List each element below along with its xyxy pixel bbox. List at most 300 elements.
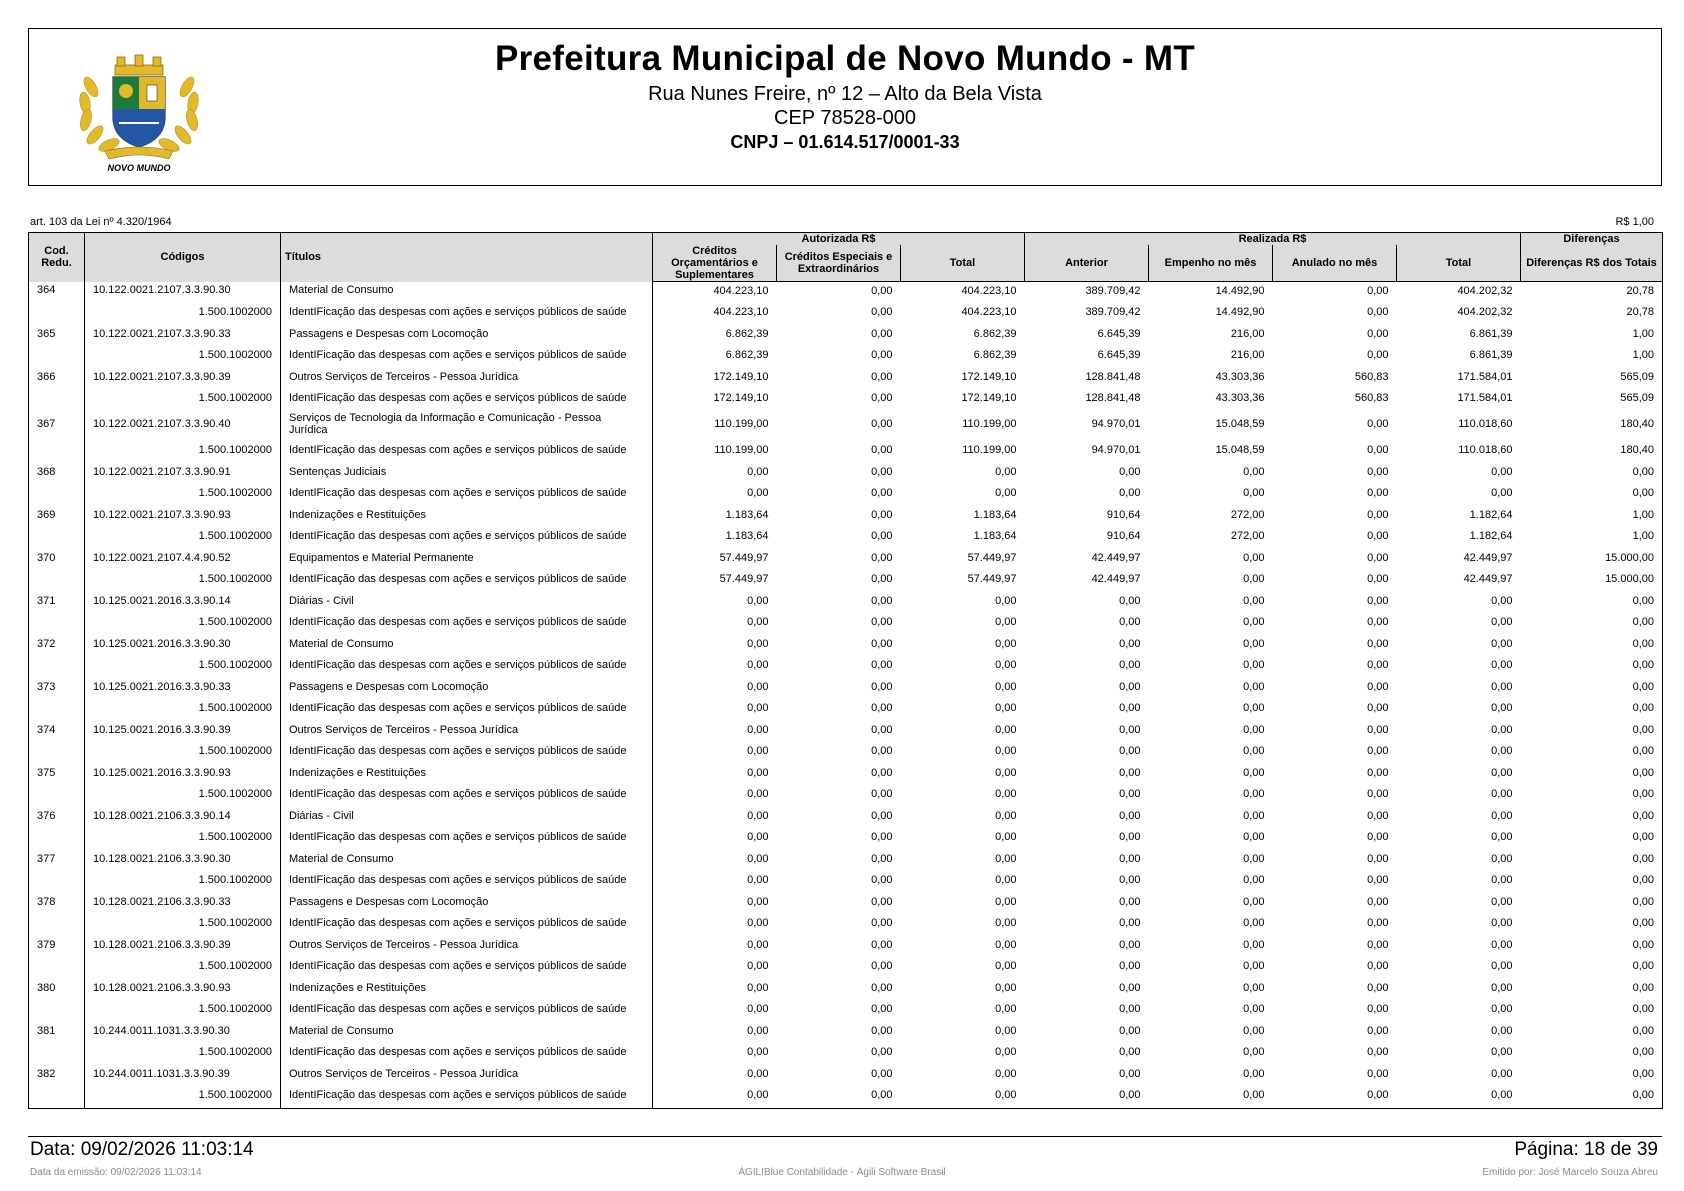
cell-anulado-mes: 0,00: [1367, 895, 1389, 908]
cell-empenho-mes: 0,00: [1243, 852, 1265, 865]
cell-titulo: IdentIFicação das despesas com ações e serviços públicos de saúde: [281, 867, 653, 893]
cell-total-realizada: 0,00: [1491, 702, 1513, 714]
cell-titulo: Material de Consumo: [281, 1022, 653, 1039]
cell-empenho-mes: 0,00: [1243, 745, 1265, 757]
cell-creditos-especiais: 0,00: [871, 680, 893, 693]
cell-creditos-orcamentarios: 0,00: [747, 723, 769, 736]
cell-empenho-mes: 0,00: [1243, 766, 1265, 779]
cell-total-realizada: 0,00: [1491, 1046, 1513, 1058]
cell-total-realizada: 171.584,01: [1457, 370, 1513, 383]
cell-titulo: Passagens e Despesas com Locomoção: [281, 678, 653, 695]
cell-titulo: Indenizações e Restituições: [281, 979, 653, 996]
cell-codigo: 10.128.0021.2106.3.3.90.14: [85, 807, 281, 824]
cell-codigo: 10.122.0021.2107.3.3.90.91: [85, 463, 281, 480]
cell-creditos-especiais: 0,00: [871, 530, 893, 542]
cell-codigo: 10.122.0021.2107.4.4.90.52: [85, 549, 281, 566]
cell-diferencas-totais: 0,00: [1521, 936, 1663, 953]
cell-creditos-especiais: 0,00: [871, 1024, 893, 1037]
cell-anterior: 0,00: [1119, 723, 1141, 736]
cell-empenho-mes: 0,00: [1243, 702, 1265, 714]
cell-creditos-orcamentarios: 404.223,10: [713, 306, 769, 318]
cell-anulado-mes: 0,00: [1367, 284, 1389, 297]
table-row: [29, 824, 1663, 850]
table-row: [29, 678, 1663, 695]
cell-cod-redu: [29, 867, 85, 893]
table-row: [29, 910, 1663, 936]
cell-creditos-orcamentarios: 172.149,10: [713, 370, 769, 383]
cell-anterior: 42.449,97: [1091, 551, 1141, 564]
logo-text: NOVO MUNDO: [107, 163, 171, 173]
cell-codigo: 1.500.1002000: [85, 996, 281, 1022]
table-row: [29, 299, 1663, 325]
budget-execution-table: [28, 232, 1663, 1109]
cell-anulado-mes: 0,00: [1367, 723, 1389, 736]
cell-titulo: IdentIFicação das despesas com ações e serviços públicos de saúde: [281, 385, 653, 411]
cell-total-autorizada: 0,00: [995, 852, 1017, 865]
cell-diferencas-totais: 0,00: [1521, 996, 1663, 1022]
table-row: [29, 480, 1663, 506]
cell-creditos-especiais: 0,00: [871, 852, 893, 865]
cell-cod-redu: 374: [29, 721, 85, 738]
cell-diferencas-totais: 0,00: [1521, 764, 1663, 781]
cell-creditos-especiais: 0,00: [777, 1082, 901, 1109]
cell-total-realizada: 0,00: [1491, 680, 1513, 693]
cell-diferencas-totais: 0,00: [1521, 867, 1663, 893]
cell-codigo: 1.500.1002000: [85, 609, 281, 635]
table-row: [29, 807, 1663, 824]
cell-diferencas-totais: 1,00: [1521, 506, 1663, 523]
cell-empenho-mes: 0,00: [1243, 1003, 1265, 1015]
cell-anterior: 389.709,42: [1085, 284, 1141, 297]
cell-codigo: 1.500.1002000: [85, 738, 281, 764]
cell-anulado-mes: 0,00: [1367, 1003, 1389, 1015]
cell-diferencas-totais: 1,00: [1521, 342, 1663, 368]
cell-diferencas-totais: 0,00: [1521, 953, 1663, 979]
cell-total-realizada: 0,00: [1491, 788, 1513, 800]
cell-creditos-orcamentarios: 0,00: [747, 1024, 769, 1037]
cell-creditos-especiais: 0,00: [871, 444, 893, 456]
cell-titulo: IdentIFicação das despesas com ações e serviços públicos de saúde: [281, 342, 653, 368]
cell-diferencas-totais: 0,00: [1521, 678, 1663, 695]
cell-empenho-mes: 0,00: [1243, 465, 1265, 478]
cell-creditos-orcamentarios: 57.449,97: [719, 551, 769, 564]
cell-total-autorizada: 0,00: [995, 659, 1017, 671]
cell-anulado-mes: 0,00: [1367, 306, 1389, 318]
cell-anterior: 0,00: [1119, 465, 1141, 478]
cell-codigo: 1.500.1002000: [85, 342, 281, 368]
cell-total-realizada: 6.861,39: [1469, 349, 1513, 361]
cell-diferencas-totais: 565,09: [1521, 385, 1663, 411]
cell-anulado-mes: 0,00: [1367, 551, 1389, 564]
cell-anterior: 910,64: [1106, 530, 1141, 542]
cell-anulado-mes: 0,00: [1367, 508, 1389, 521]
cell-anulado-mes: 0,00: [1367, 938, 1389, 951]
cell-empenho-mes: 216,00: [1230, 327, 1265, 340]
cell-total-realizada: 0,00: [1491, 809, 1513, 822]
cell-total-realizada: 0,00: [1491, 487, 1513, 499]
cell-creditos-especiais: 0,00: [871, 284, 893, 297]
address-line-1: Rua Nunes Freire, nº 12 – Alto da Bela Vista: [648, 83, 1042, 105]
table-row: [29, 549, 1663, 566]
cell-codigo: 10.128.0021.2106.3.3.90.93: [85, 979, 281, 996]
cell-total-realizada: 0,00: [1491, 745, 1513, 757]
table-row: [29, 1082, 1663, 1109]
cell-titulo: IdentIFicação das despesas com ações e serviços públicos de saúde: [281, 609, 653, 635]
cell-total-realizada: 0,00: [1491, 766, 1513, 779]
cell-anterior: 0,00: [1119, 594, 1141, 607]
cell-diferencas-totais: 0,00: [1521, 1022, 1663, 1039]
table-row: [29, 368, 1663, 385]
cell-creditos-especiais: 0,00: [871, 306, 893, 318]
cell-titulo: IdentIFicação das despesas com ações e serviços públicos de saúde: [281, 523, 653, 549]
cell-anterior: 0,00: [1119, 981, 1141, 994]
cell-creditos-orcamentarios: 110.199,00: [714, 418, 769, 430]
table-row: [29, 936, 1663, 953]
table-row: [29, 437, 1663, 463]
cell-titulo: Serviços de Tecnologia da Informação e Comunicação - Pessoa Jurídica: [281, 411, 653, 437]
table-row: [29, 635, 1663, 652]
cell-codigo: 10.125.0021.2016.3.3.90.33: [85, 678, 281, 695]
cell-diferencas-totais: 0,00: [1521, 850, 1663, 867]
cell-creditos-especiais: 0,00: [871, 637, 893, 650]
table-row: [29, 867, 1663, 893]
cell-empenho-mes: 0,00: [1243, 594, 1265, 607]
cell-total-autorizada: 6.862,39: [973, 327, 1017, 340]
cell-titulo: IdentIFicação das despesas com ações e serviços públicos de saúde: [281, 996, 653, 1022]
cell-diferencas-totais: 0,00: [1521, 738, 1663, 764]
cell-titulo: IdentIFicação das despesas com ações e serviços públicos de saúde: [281, 437, 653, 463]
cell-cod-redu: 371: [29, 592, 85, 609]
cell-titulo: IdentIFicação das despesas com ações e serviços públicos de saúde: [281, 738, 653, 764]
cell-anterior: 910,64: [1106, 508, 1141, 521]
cell-titulo: IdentIFicação das despesas com ações e serviços públicos de saúde: [281, 1039, 653, 1065]
cell-creditos-orcamentarios: 0,00: [747, 745, 769, 757]
cell-creditos-orcamentarios: 0,00: [747, 1067, 769, 1080]
table-row: [29, 282, 1663, 300]
cnpj: CNPJ – 01.614.517/0001-33: [730, 132, 960, 152]
cell-creditos-especiais: 0,00: [871, 392, 893, 404]
cell-total-realizada: 1.182,64: [1469, 530, 1513, 542]
law-reference: art. 103 da Lei nº 4.320/1964: [30, 216, 172, 228]
cell-total-realizada: 0,00: [1491, 465, 1513, 478]
cell-creditos-orcamentarios: 0,00: [747, 465, 769, 478]
cell-empenho-mes: 0,00: [1243, 723, 1265, 736]
cell-total-realizada: 110.018,60: [1458, 418, 1513, 430]
cell-codigo: 10.125.0021.2016.3.3.90.39: [85, 721, 281, 738]
cell-total-autorizada: 0,00: [995, 831, 1017, 843]
cell-cod-redu: [29, 953, 85, 979]
cell-total-autorizada: 1.183,64: [973, 508, 1017, 521]
cell-anulado-mes: 0,00: [1367, 809, 1389, 822]
cell-total-autorizada: 0,00: [995, 680, 1017, 693]
cell-creditos-orcamentarios: 6.862,39: [725, 327, 769, 340]
cell-creditos-especiais: 0,00: [871, 594, 893, 607]
cell-titulo: Equipamentos e Material Permanente: [281, 549, 653, 566]
cell-creditos-orcamentarios: 404.223,10: [713, 284, 769, 297]
cell-cod-redu: 375: [29, 764, 85, 781]
address-line-2: CEP 78528-000: [774, 107, 916, 129]
cell-creditos-especiais: 0,00: [871, 960, 893, 972]
cell-anterior: 94.970,01: [1091, 444, 1141, 456]
cell-codigo: 1.500.1002000: [85, 953, 281, 979]
cell-total-autorizada: 0,00: [995, 702, 1017, 714]
cell-titulo: Passagens e Despesas com Locomoção: [281, 325, 653, 342]
cell-creditos-especiais: 0,00: [871, 349, 893, 361]
cell-cod-redu: [29, 910, 85, 936]
cell-creditos-especiais: 0,00: [871, 874, 893, 886]
cell-creditos-orcamentarios: 6.862,39: [725, 349, 769, 361]
cell-cod-redu: [29, 299, 85, 325]
cell-total-realizada: 0,00: [1491, 1003, 1513, 1015]
cell-total-realizada: 0,00: [1491, 960, 1513, 972]
cell-total-autorizada: 110.199,00: [962, 418, 1017, 430]
cell-diferencas-totais: 0,00: [1521, 893, 1663, 910]
cell-total-realizada: 0,00: [1397, 1082, 1521, 1109]
cell-anulado-mes: 0,00: [1367, 530, 1389, 542]
table-row: [29, 996, 1663, 1022]
cell-creditos-especiais: 0,00: [871, 508, 893, 521]
cell-anulado-mes: 0,00: [1367, 960, 1389, 972]
table-row: [29, 979, 1663, 996]
cell-codigo: 10.122.0021.2107.3.3.90.39: [85, 368, 281, 385]
cell-total-autorizada: 0,00: [995, 1046, 1017, 1058]
cell-creditos-especiais: 0,00: [871, 917, 893, 929]
cell-titulo: Material de Consumo: [281, 850, 653, 867]
cell-codigo: 10.122.0021.2107.3.3.90.30: [85, 282, 281, 300]
cell-creditos-orcamentarios: 1.183,64: [725, 508, 769, 521]
cell-creditos-orcamentarios: 0,00: [747, 809, 769, 822]
cell-anulado-mes: 0,00: [1367, 1046, 1389, 1058]
table-row: [29, 764, 1663, 781]
cell-empenho-mes: 272,00: [1230, 530, 1265, 542]
cell-creditos-orcamentarios: 1.183,64: [725, 530, 769, 542]
cell-anterior: 0,00: [1119, 1067, 1141, 1080]
cell-anterior: 0,00: [1119, 745, 1141, 757]
cell-cod-redu: [29, 652, 85, 678]
cell-empenho-mes: 0,00: [1243, 551, 1265, 564]
cell-empenho-mes: 0,00: [1243, 573, 1265, 585]
table-row: [29, 592, 1663, 609]
cell-anulado-mes: 0,00: [1367, 852, 1389, 865]
footer-date: Data: 09/02/2026 11:03:14: [30, 1139, 254, 1160]
cell-creditos-especiais: 0,00: [871, 723, 893, 736]
cell-creditos-orcamentarios: 0,00: [747, 487, 769, 499]
cell-creditos-especiais: 0,00: [871, 766, 893, 779]
table-row: [29, 893, 1663, 910]
cell-creditos-especiais: 0,00: [871, 465, 893, 478]
cell-codigo: 1.500.1002000: [85, 695, 281, 721]
cell-total-autorizada: 0,00: [995, 766, 1017, 779]
cell-creditos-especiais: 0,00: [871, 809, 893, 822]
cell-titulo: Outros Serviços de Terceiros - Pessoa Jurídica: [281, 368, 653, 385]
cell-anulado-mes: 0,00: [1367, 1067, 1389, 1080]
cell-empenho-mes: 0,00: [1243, 637, 1265, 650]
cell-total-realizada: 404.202,32: [1457, 306, 1513, 318]
cell-cod-redu: 377: [29, 850, 85, 867]
cell-anterior: 0,00: [1119, 960, 1141, 972]
table-row: [29, 850, 1663, 867]
cell-cod-redu: 382: [29, 1065, 85, 1082]
cell-codigo: 1.500.1002000: [85, 652, 281, 678]
cell-total-realizada: 110.018,60: [1458, 444, 1513, 456]
cell-titulo: Diárias - Civil: [281, 807, 653, 824]
cell-titulo: Material de Consumo: [281, 282, 653, 300]
cell-creditos-orcamentarios: 0,00: [747, 938, 769, 951]
cell-diferencas-totais: 0,00: [1521, 480, 1663, 506]
cell-codigo: 1.500.1002000: [85, 910, 281, 936]
cell-anulado-mes: 0,00: [1367, 418, 1389, 430]
cell-creditos-especiais: 0,00: [871, 370, 893, 383]
table-row: [29, 1039, 1663, 1065]
cell-total-realizada: 0,00: [1491, 917, 1513, 929]
col-total-realizada: Total: [1397, 245, 1521, 282]
cell-total-autorizada: 57.449,97: [967, 551, 1017, 564]
cell-codigo: 10.128.0021.2106.3.3.90.39: [85, 936, 281, 953]
cell-codigo: 1.500.1002000: [85, 385, 281, 411]
cell-anterior: 0,00: [1119, 788, 1141, 800]
cell-total-autorizada: 0,00: [995, 1024, 1017, 1037]
cell-total-realizada: 0,00: [1491, 874, 1513, 886]
cell-codigo: 10.244.0011.1031.3.3.90.30: [85, 1022, 281, 1039]
cell-titulo: Passagens e Despesas com Locomoção: [281, 893, 653, 910]
cell-cod-redu: 379: [29, 936, 85, 953]
table-row: [29, 1022, 1663, 1039]
cell-anulado-mes: 0,00: [1367, 917, 1389, 929]
cell-creditos-orcamentarios: 0,00: [747, 659, 769, 671]
cell-diferencas-totais: 1,00: [1521, 523, 1663, 549]
cell-anulado-mes: 0,00: [1367, 444, 1389, 456]
cell-creditos-especiais: 0,00: [871, 616, 893, 628]
cell-anulado-mes: 0,00: [1367, 1024, 1389, 1037]
cell-anulado-mes: 0,00: [1367, 487, 1389, 499]
cell-creditos-orcamentarios: 0,00: [747, 917, 769, 929]
cell-titulo: IdentIFicação das despesas com ações e serviços públicos de saúde: [281, 824, 653, 850]
cell-empenho-mes: 0,00: [1243, 680, 1265, 693]
cell-anulado-mes: 0,00: [1367, 745, 1389, 757]
cell-empenho-mes: 0,00: [1243, 981, 1265, 994]
cell-titulo: Indenizações e Restituições: [281, 506, 653, 523]
cell-empenho-mes: 15.048,59: [1215, 444, 1265, 456]
cell-total-autorizada: 0,00: [995, 874, 1017, 886]
cell-creditos-especiais: 0,00: [871, 831, 893, 843]
cell-anterior: 0,00: [1119, 702, 1141, 714]
cell-empenho-mes: 0,00: [1243, 938, 1265, 951]
cell-creditos-especiais: 0,00: [871, 702, 893, 714]
cell-codigo: 1.500.1002000: [85, 437, 281, 463]
cell-creditos-especiais: 0,00: [871, 659, 893, 671]
footer-emission-date: Data da emissão: 09/02/2026 11:03:14: [30, 1167, 202, 1178]
cell-codigo: 1.500.1002000: [85, 480, 281, 506]
cell-creditos-especiais: 0,00: [871, 551, 893, 564]
cell-anterior: 6.645,39: [1097, 349, 1141, 361]
cell-total-realizada: 1.182,64: [1469, 508, 1513, 521]
cell-total-autorizada: 0,00: [995, 917, 1017, 929]
cell-cod-redu: 378: [29, 893, 85, 910]
cell-empenho-mes: 0,00: [1243, 831, 1265, 843]
cell-creditos-especiais: 0,00: [871, 981, 893, 994]
cell-empenho-mes: 272,00: [1230, 508, 1265, 521]
cell-total-autorizada: 404.223,10: [961, 306, 1017, 318]
cell-empenho-mes: 0,00: [1243, 1067, 1265, 1080]
cell-cod-redu: 372: [29, 635, 85, 652]
cell-total-autorizada: 0,00: [995, 809, 1017, 822]
cell-empenho-mes: 0,00: [1243, 487, 1265, 499]
cell-cod-redu: [29, 342, 85, 368]
col-creditos-orcamentarios: Créditos Orçamentários e Suplementares: [653, 245, 777, 282]
cell-anulado-mes: 0,00: [1367, 788, 1389, 800]
cell-total-autorizada: 0,00: [995, 465, 1017, 478]
cell-total-autorizada: 404.223,10: [961, 284, 1017, 297]
table-row: [29, 695, 1663, 721]
cell-total-autorizada: 0,00: [995, 637, 1017, 650]
table-row: [29, 463, 1663, 480]
cell-empenho-mes: 0,00: [1243, 788, 1265, 800]
cell-creditos-orcamentarios: 0,00: [747, 766, 769, 779]
cell-creditos-orcamentarios: 0,00: [747, 637, 769, 650]
cell-creditos-especiais: 0,00: [871, 487, 893, 499]
cell-anterior: 0,00: [1119, 809, 1141, 822]
table-row: [29, 506, 1663, 523]
cell-codigo: 1.500.1002000: [85, 867, 281, 893]
table-row: [29, 523, 1663, 549]
cell-creditos-orcamentarios: 0,00: [747, 594, 769, 607]
cell-total-autorizada: 0,00: [995, 487, 1017, 499]
cell-total-realizada: 404.202,32: [1457, 284, 1513, 297]
cell-codigo: 1.500.1002000: [85, 781, 281, 807]
cell-total-realizada: 6.861,39: [1469, 327, 1513, 340]
cell-creditos-especiais: 0,00: [871, 1067, 893, 1080]
cell-creditos-orcamentarios: 0,00: [747, 1003, 769, 1015]
cell-total-realizada: 42.449,97: [1463, 573, 1513, 585]
cell-diferencas-totais: 0,00: [1521, 695, 1663, 721]
cell-total-autorizada: 57.449,97: [967, 573, 1017, 585]
cell-creditos-especiais: 0,00: [871, 745, 893, 757]
cell-total-autorizada: 172.149,10: [961, 392, 1017, 404]
cell-codigo: 1.500.1002000: [85, 824, 281, 850]
cell-titulo: IdentIFicação das despesas com ações e serviços públicos de saúde: [281, 695, 653, 721]
cell-total-realizada: 0,00: [1491, 1024, 1513, 1037]
cell-cod-redu: [29, 738, 85, 764]
cell-cod-redu: [29, 996, 85, 1022]
cell-anterior: 389.709,42: [1085, 306, 1141, 318]
cell-titulo: Material de Consumo: [281, 635, 653, 652]
cell-total-autorizada: 0,00: [995, 938, 1017, 951]
cell-diferencas-totais: 0,00: [1521, 824, 1663, 850]
cell-anulado-mes: 0,00: [1367, 831, 1389, 843]
table-row: [29, 652, 1663, 678]
group-autorizada: Autorizada R$: [653, 233, 1025, 246]
cell-total-autorizada: 0,00: [995, 745, 1017, 757]
cell-total-realizada: 0,00: [1491, 637, 1513, 650]
cell-creditos-orcamentarios: 0,00: [747, 981, 769, 994]
cell-diferencas-totais: 565,09: [1521, 368, 1663, 385]
cell-cod-redu: 373: [29, 678, 85, 695]
cell-creditos-orcamentarios: 0,00: [747, 680, 769, 693]
cell-titulo: IdentIFicação das despesas com ações e serviços públicos de saúde: [281, 1082, 653, 1109]
cell-titulo: IdentIFicação das despesas com ações e serviços públicos de saúde: [281, 566, 653, 592]
cell-total-autorizada: 0,00: [995, 723, 1017, 736]
cell-total-autorizada: 0,00: [995, 594, 1017, 607]
cell-anulado-mes: 0,00: [1367, 981, 1389, 994]
cell-anterior: 0,00: [1119, 874, 1141, 886]
cell-creditos-orcamentarios: 57.449,97: [719, 573, 769, 585]
cell-codigo: 1.500.1002000: [85, 299, 281, 325]
col-creditos-especiais: Créditos Especiais e Extraordinários: [777, 245, 901, 282]
cell-empenho-mes: 0,00: [1243, 1046, 1265, 1058]
currency-unit: R$ 1,00: [1615, 216, 1654, 228]
budget-table-container: [28, 232, 1662, 1109]
cell-total-realizada: 0,00: [1491, 1067, 1513, 1080]
